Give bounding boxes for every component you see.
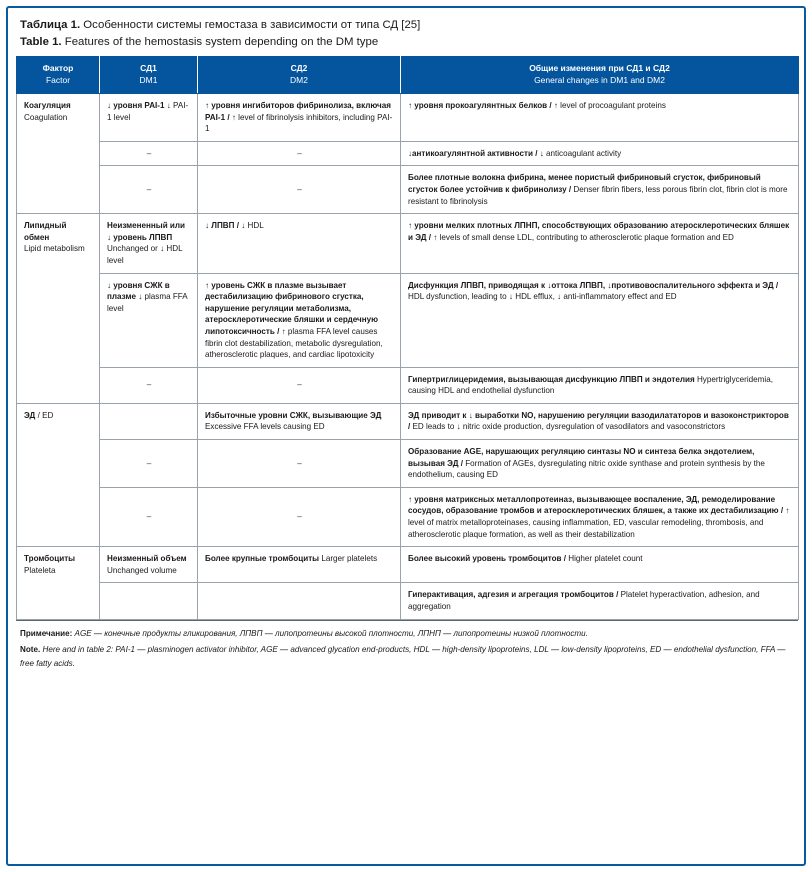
general-cell-en: ↑ level of matrix metalloproteinases, causing inflammation, ED, vascular remodeling, thrombosis, and atherosclerotic plaque formation, as well as their destabilization (408, 506, 790, 539)
dm1-cell-ru: Неизмененный или ↓ уровень ЛПВП (107, 221, 186, 242)
general-cell-ru: Гиперактивация, адгезия и агрегация тромбоцитов / (408, 590, 619, 600)
note-line-ru (18, 626, 796, 643)
dm2-cell-en: ↓ HDL (241, 221, 264, 231)
dm1-cell (100, 440, 198, 488)
table-row (17, 583, 799, 619)
dm2-cell-dash: – (297, 380, 302, 390)
factor-cell (17, 214, 100, 404)
dm1-cell (100, 141, 198, 166)
table-caption (16, 15, 796, 56)
general-cell (401, 440, 799, 488)
col-header-dm1 (100, 57, 198, 94)
dm2-cell-en: ↑ level of fibrinolysis inhibitors, including PAI-1 (205, 112, 393, 134)
general-cell-ru: Более высокий уровень тромбоцитов / (408, 554, 566, 564)
dm1-cell (100, 487, 198, 546)
caption-line-en (20, 34, 794, 51)
table-row (17, 487, 799, 546)
general-cell-en: Hypertriglyceridemia, causing HDL and endothelial dysfunction (408, 374, 773, 396)
dm2-cell (198, 440, 401, 488)
general-cell-en: Higher platelet count (568, 554, 643, 564)
dm2-cell-ru: Более крупные тромбоциты (205, 554, 320, 564)
dm2-cell-ru: Избыточные уровни СЖК, вызывающие ЭД (205, 410, 382, 420)
general-cell (401, 487, 799, 546)
general-cell (401, 141, 799, 166)
dm1-cell-dash: – (146, 512, 152, 522)
dm1-cell (100, 94, 198, 142)
general-cell-en: ↑ levels of small dense LDL, contributing to atherosclerotic plaque formation and ED (433, 232, 734, 242)
dm1-cell-ru: Неизменный объем (107, 554, 187, 564)
table-notes (16, 620, 798, 673)
dm2-cell (198, 367, 401, 403)
caption-text-en: Features of the hemostasis system depending on the DM type (61, 35, 379, 48)
factor-cell (17, 94, 100, 214)
factor-label-ru: Липидный обмен (24, 221, 67, 242)
dm1-cell (100, 583, 198, 619)
table-header (17, 57, 799, 94)
dm2-cell-dash: – (297, 458, 302, 468)
table-frame (6, 6, 806, 866)
factor-label-en: / ED (37, 410, 54, 420)
table-row (17, 403, 799, 439)
table-row (17, 273, 799, 367)
factor-label-en: Coagulation (24, 112, 68, 122)
dm1-cell-dash: – (146, 380, 152, 390)
dm2-cell-dash: – (297, 148, 302, 158)
dm1-cell-en: Unchanged volume (107, 565, 177, 575)
factor-label-ru: Тромбоциты (24, 554, 76, 564)
caption-label-en: Table 1. (20, 35, 62, 48)
general-cell-ru: ↑ уровня прокоагулянтных белков / (408, 101, 552, 110)
general-cell-ru: Гипертриглицеридемия, вызывающая дисфункцию ЛПВП и эндотелия (408, 374, 695, 384)
caption-label-ru: Таблица 1. (20, 19, 81, 31)
dm1-cell-en: Unchanged or ↓ HDL level (107, 244, 183, 265)
factor-label-ru: ЭД (24, 410, 36, 420)
dm2-cell (198, 214, 401, 273)
col-header-dm2-ru: СД2 (290, 63, 308, 73)
dm2-cell-en: ↑ plasma FFA level causes fibrin clot destabilization, metabolic dysregulation, atherosclerotic plaques, and cardiac lipotoxicity (205, 326, 383, 360)
general-cell (401, 547, 799, 583)
col-header-dm1-ru: СД1 (140, 63, 157, 73)
table-row (17, 94, 799, 142)
note-text-en: Here and in table 2: PAI-1 — plasminogen activator inhibitor, AGE — advanced glycation end-products, HDL — high-density lipoproteins, LDL — low-density lipoproteins, ED — endothelial dysfunction, FFA — free fatty acids. (20, 645, 786, 668)
general-cell-ru: Дисфункция ЛПВП, приводящая к ↓оттока ЛПВП, ↓противовоспалительного эффекта и ЭД / (408, 280, 779, 290)
dm2-cell-ru: ↑ уровень СЖК в плазме вызывает дестабилизацию фибринового сгустка, нарушение регуляции метаболизма, атеросклеротические бляшки и сердечную липотоксичность / (205, 280, 379, 336)
dm1-cell (100, 214, 198, 273)
dm2-cell-ru: ↓ ЛПВП / (205, 221, 239, 231)
general-cell-ru: Более плотные волокна фибрина, менее пористый фибриновый сгусток, фибриновый сгусток более устойчив к фибринолизу / (408, 173, 761, 194)
dm1-cell (100, 367, 198, 403)
factor-cell (17, 547, 100, 619)
dm1-cell-dash: – (146, 458, 152, 468)
dm1-cell-en: ↓ plasma FFA level (107, 292, 188, 313)
dm2-cell-en: Excessive FFA levels causing ED (205, 422, 325, 432)
dm1-cell (100, 273, 198, 367)
general-cell (401, 94, 799, 142)
dm1-cell (100, 403, 198, 439)
dm1-cell (100, 547, 198, 583)
general-cell-en: Platelet hyperactivation, adhesion, and aggregation (408, 590, 760, 611)
hemostasis-table (16, 56, 799, 620)
note-text-ru: AGE — конечные продукты гликирования, ЛПВП — липопротеины высокой плотности, ЛПНП — липопротеины низкой плотности. (72, 628, 588, 638)
table-body (17, 94, 799, 620)
dm1-cell-dash: – (146, 148, 152, 158)
general-cell-ru: ЭД приводит к ↓ выработки NO, нарушению регуляции вазодилататоров и вазоконстрикторов / (408, 410, 789, 432)
table-row (17, 214, 799, 273)
col-header-dm2-en: DM2 (290, 74, 308, 85)
general-cell-en: Denser fibrin fibers, less porous fibrin clot, fibrin clot is more resistant to fibrinolysis (408, 184, 788, 206)
general-cell-en: ↓ anticoagulant activity (539, 148, 622, 158)
dm2-cell (198, 583, 401, 619)
factor-label-en: Plateleta (24, 565, 56, 575)
col-header-general-en: General changes in DM1 and DM2 (534, 74, 665, 85)
dm2-cell-dash: – (297, 184, 302, 194)
factor-label-ru: Коагуляция (24, 101, 71, 110)
general-cell (401, 367, 799, 403)
general-cell-ru: ↑ уровни мелких плотных ЛПНП, способствующих образованию атеросклеротических бляшек и ЭД / (408, 221, 790, 242)
general-cell (401, 273, 799, 367)
dm2-cell (198, 94, 401, 142)
caption-text-ru: Особенности системы гемостаза в зависимости от типа СД [25] (80, 19, 421, 31)
dm2-cell (198, 141, 401, 166)
general-cell-ru: ↑ уровня матриксных металлопротеиназ, вызывающее воспаление, ЭД, ремоделирование сосудов, образование тромбов и атеросклеротических бляшек, а также их дестабилизацию / (408, 494, 784, 516)
general-cell (401, 583, 799, 619)
factor-label-en: Lipid metabolism (24, 244, 85, 254)
caption-line-ru (20, 17, 794, 34)
dm1-cell-ru: ↓ уровня СЖК в плазме (107, 280, 170, 302)
col-header-general (401, 57, 799, 94)
table-row (17, 547, 799, 583)
table-row (17, 166, 799, 214)
header-row (17, 57, 799, 94)
general-cell (401, 166, 799, 214)
col-header-dm2 (198, 57, 401, 94)
col-header-dm1-en: DM1 (139, 74, 158, 85)
col-header-factor-en: Factor (45, 74, 71, 85)
dm2-cell (198, 166, 401, 214)
note-line-en (18, 642, 796, 672)
col-header-factor-ru: Фактор (42, 63, 74, 73)
dm2-cell (198, 487, 401, 546)
dm1-cell-ru: ↓ уровня PAI-1 (107, 101, 165, 110)
col-header-general-ru: Общие изменения при СД1 и СД2 (529, 63, 670, 73)
general-cell-en: ↑ level of procoagulant proteins (553, 101, 666, 110)
dm1-cell-dash: – (146, 184, 152, 194)
general-cell-ru: Образование AGE, нарушающих регуляцию синтазы NO и синтеза белка эндотелием, вызывая ЭД / (408, 447, 755, 468)
dm2-cell-dash: – (297, 512, 302, 522)
factor-cell (17, 403, 100, 546)
general-cell (401, 403, 799, 439)
general-cell (401, 214, 799, 273)
dm2-cell-ru: ↑ уровня ингибиторов фибринолиза, включая PAI-1 / (205, 101, 391, 122)
table-row (17, 440, 799, 488)
dm1-cell (100, 166, 198, 214)
table-row (17, 367, 799, 403)
general-cell-ru: ↓антикоагулянтной активности / (408, 148, 538, 158)
dm2-cell-en: Larger platelets (321, 554, 378, 564)
col-header-factor (17, 57, 100, 94)
dm2-cell (198, 547, 401, 583)
general-cell-en: HDL dysfunction, leading to ↓ HDL efflux, ↓ anti-inflammatory effect and ED (408, 292, 677, 302)
table-row (17, 141, 799, 166)
general-cell-en: Formation of AGEs, dysregulating nitric oxide synthase and protein synthesis by the endothelium, causing ED (408, 458, 765, 480)
dm1-cell-en: ↓ PAI-1 level (107, 101, 189, 122)
note-label-ru: Примечание: (20, 628, 73, 638)
dm2-cell (198, 403, 401, 439)
general-cell-en: ED leads to ↓ nitric oxide production, dysregulation of vasodilators and vasoconstrictors (412, 422, 726, 432)
dm2-cell (198, 273, 401, 367)
note-label-en: Note. (20, 645, 41, 655)
